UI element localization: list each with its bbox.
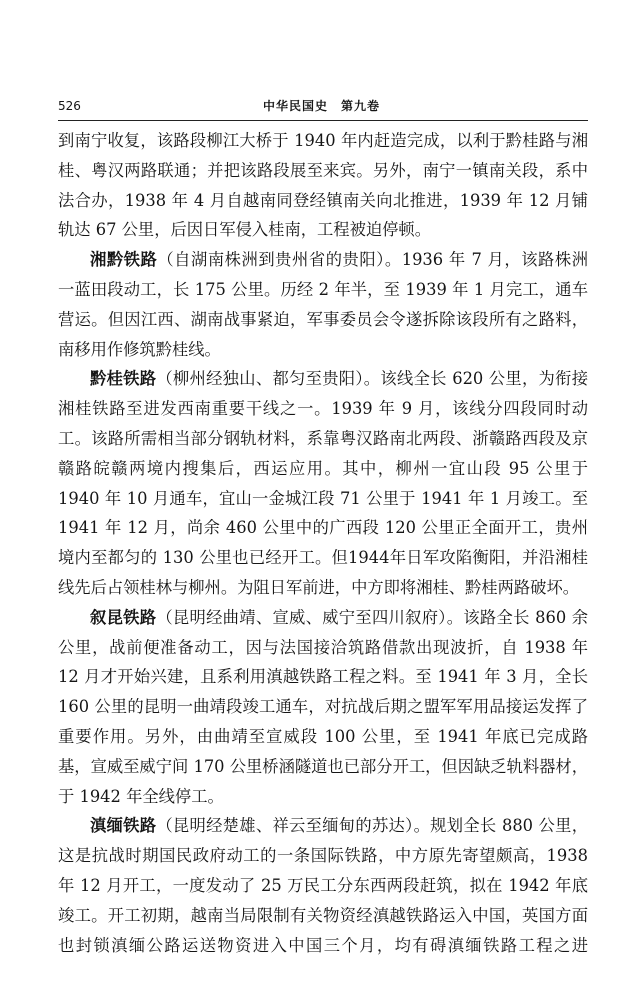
paragraph-text: （自湖南株洲到贵州省的贵阳）。1936 年 7 月，该路株洲一蓝田段动工，长 175 公里。历经 2 年半，至 1939 年 1 月完工，通车营运。但因江西、湖南战事紧迫，军事委员会令遂拆除该段所有之路料，南移用作修筑黔桂线。: [58, 250, 588, 359]
paragraph-dianmian-railway: [58, 811, 588, 960]
paragraph-continued: [58, 126, 588, 245]
running-head: [58, 96, 588, 116]
paragraph-text: （柳州经独山、都匀至贵阳）。该线全长 620 公里，为衔接湘桂铁路至进发西南重要干线之一。1939 年 9 月，该线分四段同时动工。该路所需相当部分钢轨材料，系靠粤汉路南北两段、浙赣路西段及京赣路皖赣两境内搜集后，西运应用。其中，柳州一宜山段 95 公里于 1940 年 10 月通车，宜山一金城江段 71 公里于 1941 年 1 月竣工。至 1941 年 12 月，尚余 460 公里中的广西段 120 公里正全面开工，贵州境内至都匀的 130 公里也已经开工。但1944年日军攻陷衡阳，并沿湘桂线先后占领桂林与柳州。为阻日军前进，中方即将湘桂、黔桂两路破坏。: [58, 369, 588, 597]
paragraph-xiangqian-railway: [58, 245, 588, 364]
header-rule: [58, 120, 588, 121]
paragraph-term: 黔桂铁路: [90, 369, 157, 389]
book-title: 中华民国史 第九卷: [263, 99, 381, 113]
paragraph-text: 到南宁收复，该路段柳江大桥于 1940 年内赶造完成，以利于黔桂路与湘桂、粤汉两路联通；并把该路段展至来宾。另外，南宁一镇南关段，系中法合办，1938 年 4 月自越南同登经镇南关向北推进，1939 年 12 月铺轨达 67 公里，后因日军侵入桂南，工程被迫停顿。: [58, 131, 588, 240]
paragraph-text: （昆明经楚雄、祥云至缅甸的苏达）。规划全长 880 公里，这是抗战时期国民政府动工的一条国际铁路，中方原先寄望颇高，1938 年 12 月开工，一度发动了 25 万民工分东西两段赶筑，拟在 1942 年底竣工。开工初期，越南当局限制有关物资经滇越铁路运入中国，英国方面也封锁滇缅公路运送物资进入中国三个月，均有碍滇缅铁路工程之进: [58, 816, 588, 955]
body-text: [58, 126, 588, 960]
paragraph-xukun-railway: [58, 603, 588, 812]
page-number: 526: [58, 99, 81, 113]
paragraph-term: 滇缅铁路: [90, 816, 157, 836]
paragraph-text: （昆明经曲靖、宣威、威宁至四川叙府）。该路全长 860 余公里，战前便准备动工，因与法国接洽筑路借款出现波折，自 1938 年 12 月才开始兴建，且系利用滇越铁路工程之料。至 1941 年 3 月，全长 160 公里的昆明一曲靖段竣工通车，对抗战后期之盟军军用品接运发挥了重要作用。另外，由曲靖至宣威段 100 公里，至 1941 年底已完成路基，宣威至威宁间 170 公里桥涵隧道也已部分开工，但因缺乏轨料器材，于 1942 年全线停工。: [58, 607, 588, 806]
paragraph-qiangui-railway: [58, 364, 588, 602]
paragraph-term: 湘黔铁路: [90, 250, 158, 270]
paragraph-term: 叙昆铁路: [90, 607, 157, 627]
